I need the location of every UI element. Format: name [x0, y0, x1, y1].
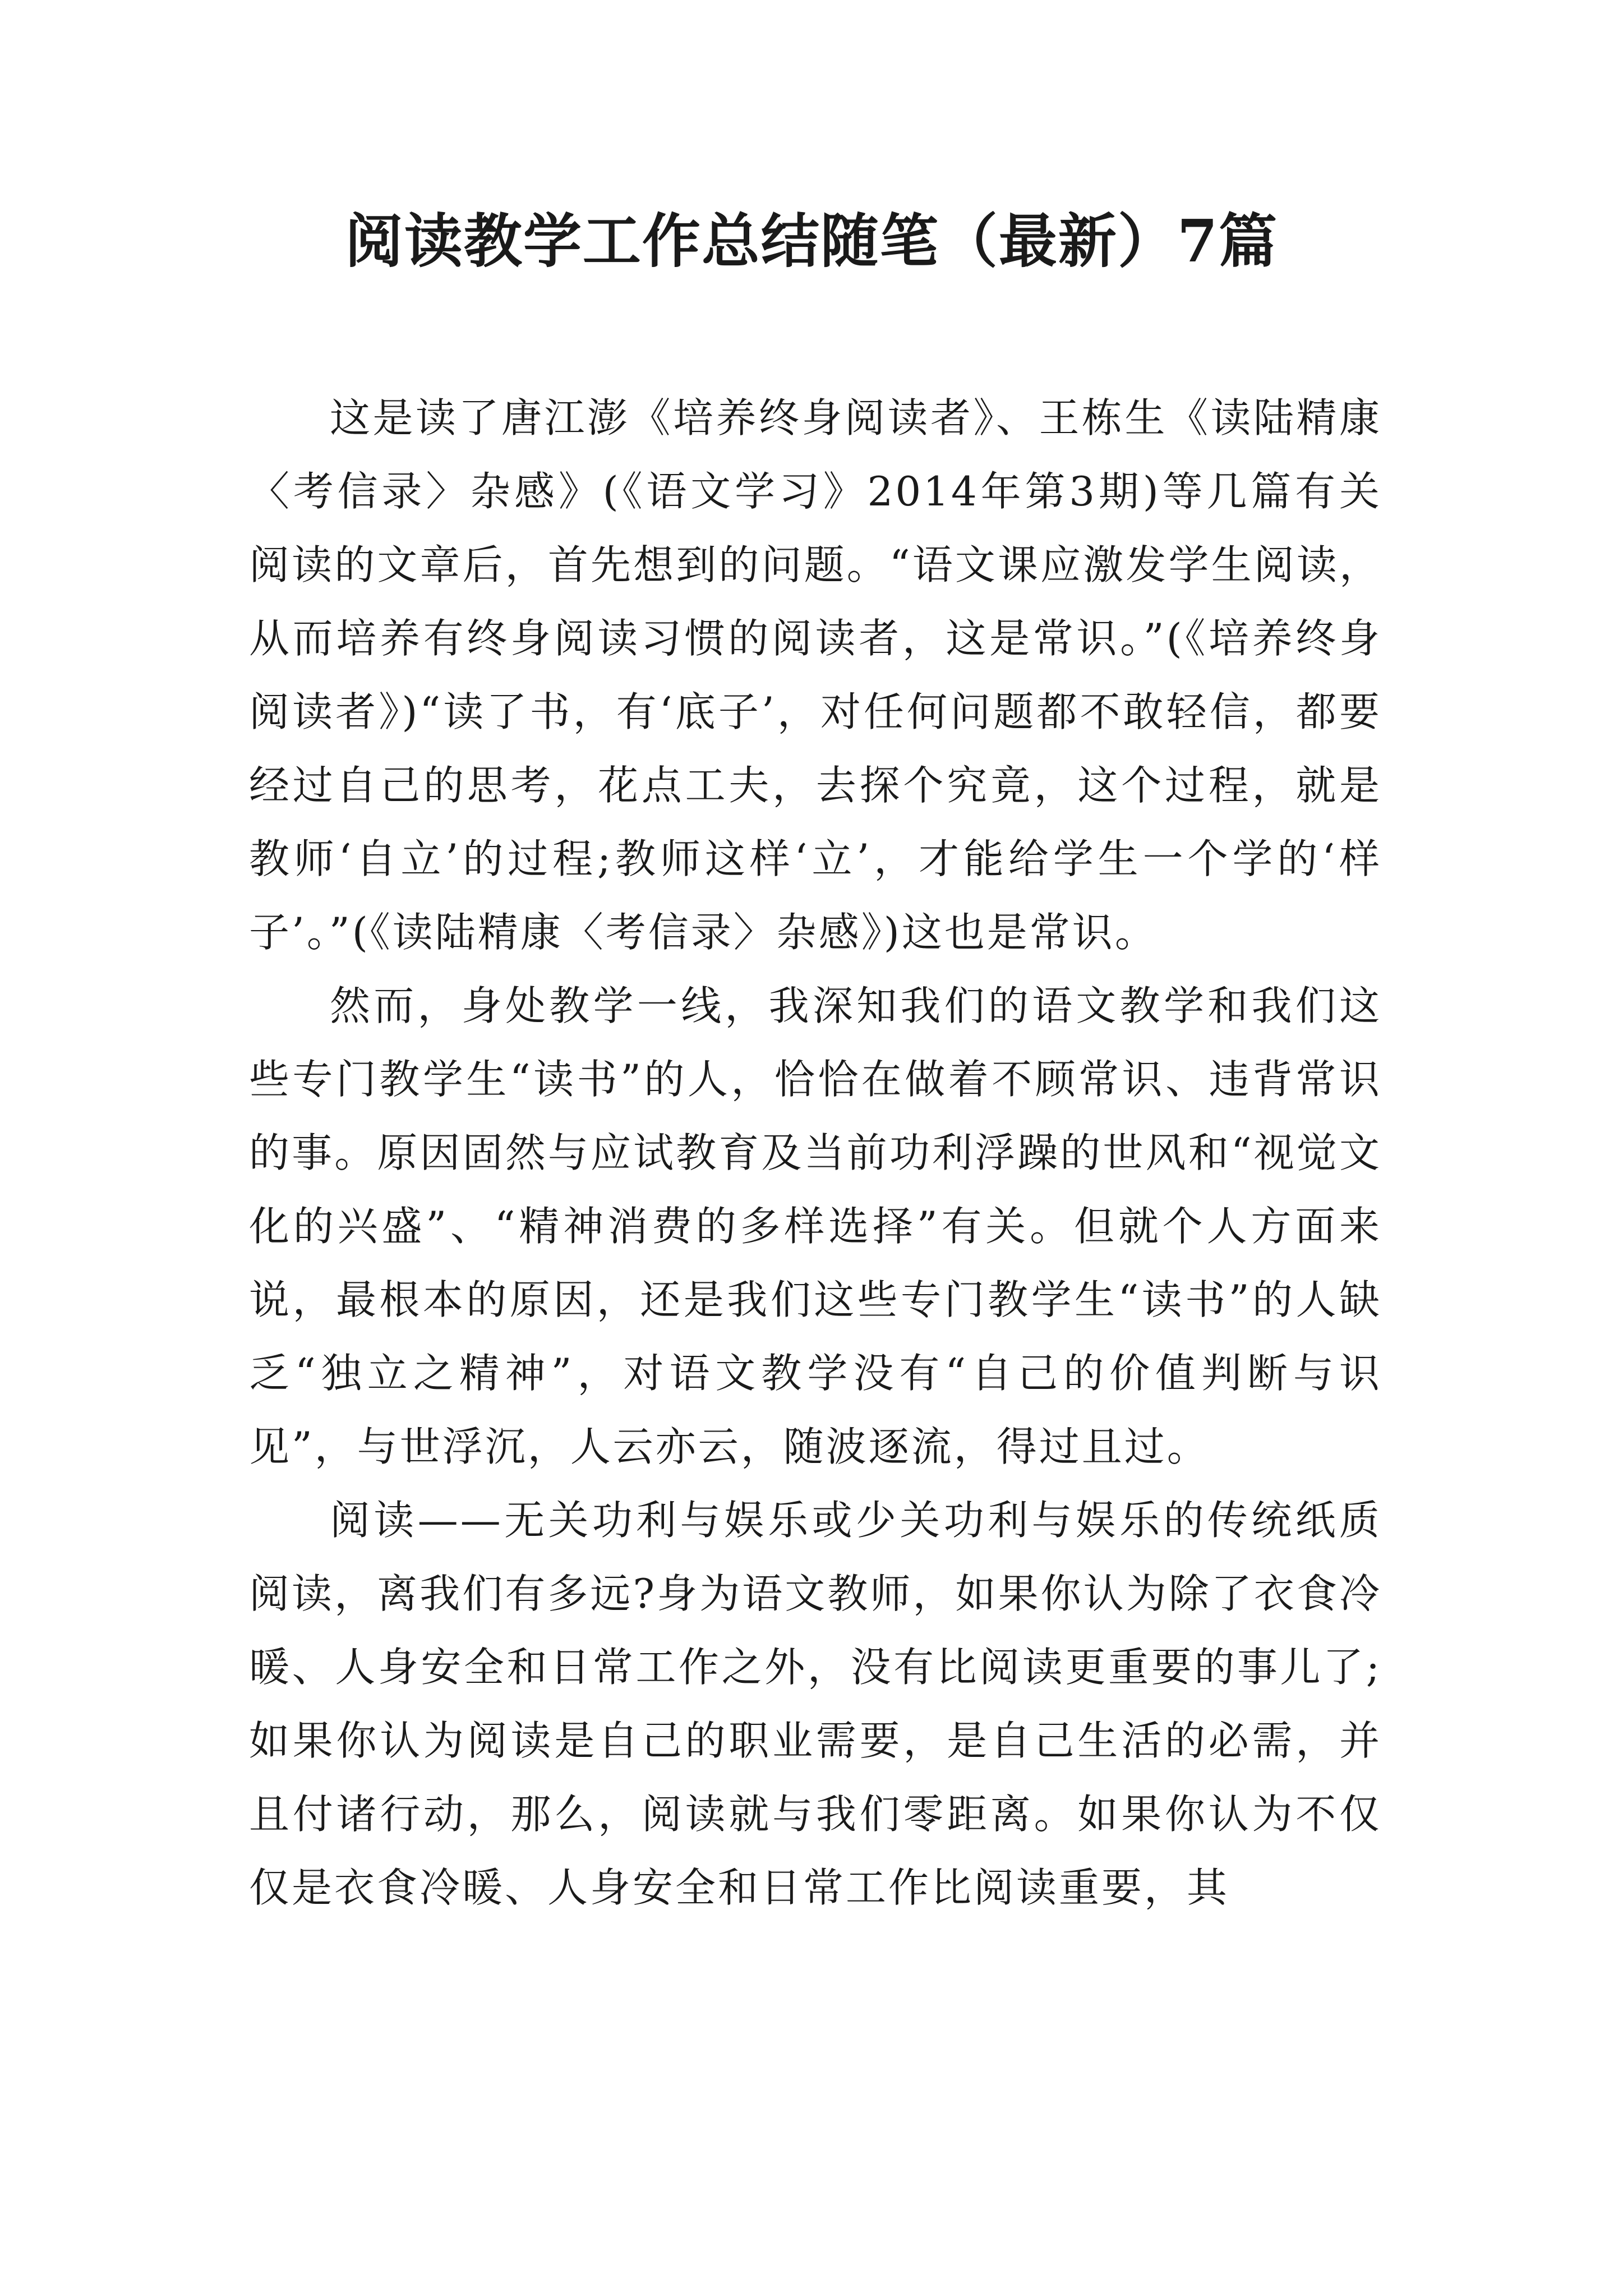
paragraph: 阅读——无关功利与娱乐或少关功利与娱乐的传统纸质阅读，离我们有多远?身为语文教师，如果你认为除了衣食冷暖、人身安全和日常工作之外，没有比阅读更重要的事儿了;如果你认为阅读是自己的职业需要，是自己生活的必需，并且付诸行动，那么，阅读就与我们零距离。如果你认为不仅仅是衣食冷暖、人身安全和日常工作比阅读重要，其 [249, 1497, 1382, 1911]
document-title: 阅读教学工作总结随笔（最新）7篇 [344, 206, 1279, 275]
paragraph: 然而，身处教学一线，我深知我们的语文教学和我们这些专门教学生“读书”的人，恰恰在做着不顾常识、违背常识的事。原因固然与应试教育及当前功利浮躁的世风和“视觉文化的兴盛”、“精神消费的多样选择”有关。但就个人方面来说，最根本的原因，还是我们这些专门教学生“读书”的人缺乏“独立之精神”，对语文教学没有“自己的价值判断与识见”，与世浮沉，人云亦云，随波逐流，得过且过。 [249, 982, 1382, 1470]
document-body [249, 381, 1382, 1925]
paragraph: 这是读了唐江澎《培养终身阅读者》、王栋生《读陆精康〈考信录〉杂感》(《语文学习》2014年第3期)等几篇有关阅读的文章后，首先想到的问题。“语文课应激发学生阅读，从而培养有终身阅读习惯的阅读者，这是常识。”(《培养终身阅读者》)“读了书，有‘底子’，对任何问题都不敢轻信，都要经过自己的思考，花点工夫，去探个究竟，这个过程，就是教师‘自立’的过程;教师这样‘立’，才能给学生一个学的‘样子’。”(《读陆精康〈考信录〉杂感》)这也是常识。 [249, 394, 1382, 956]
